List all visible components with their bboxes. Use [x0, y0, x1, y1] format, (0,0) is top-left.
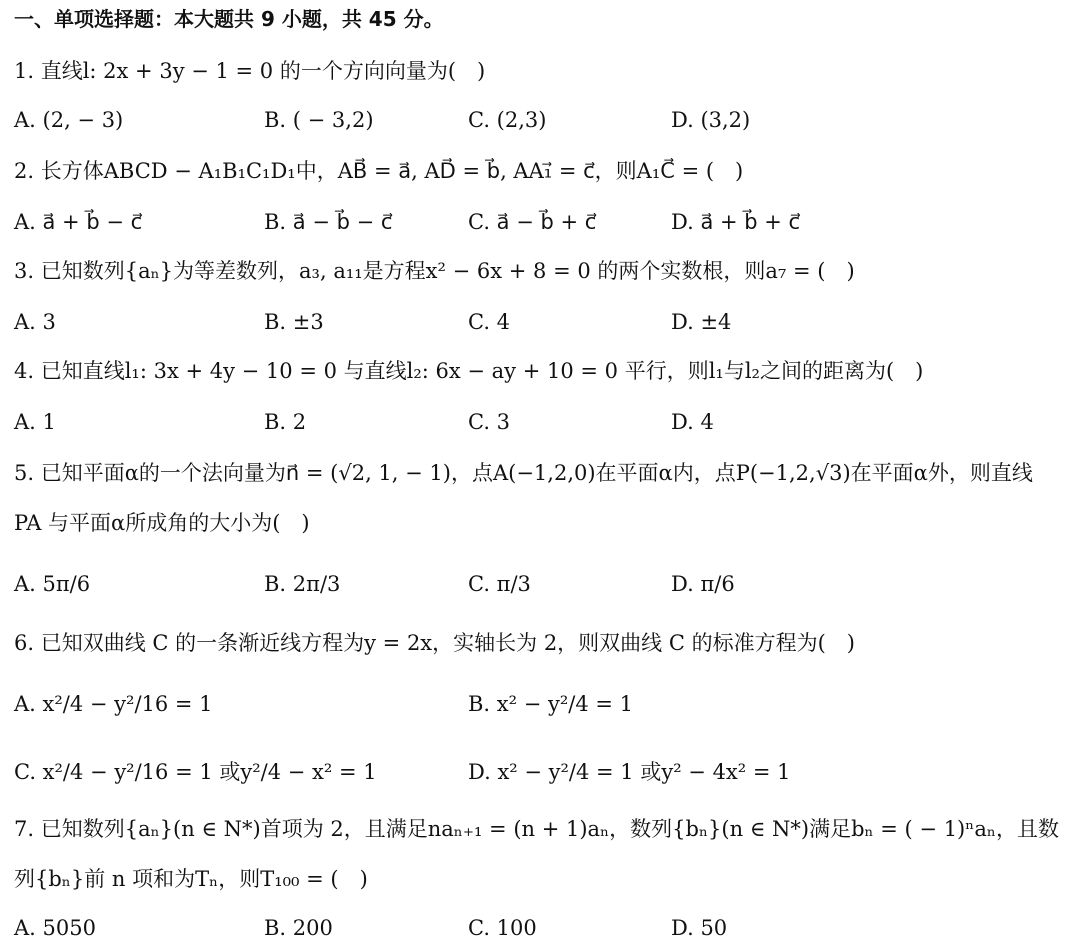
- option-a[interactable]: A. 5050: [14, 916, 96, 940]
- option-c[interactable]: C. (2,3): [468, 108, 547, 132]
- option-c[interactable]: C. π/3: [468, 572, 531, 596]
- option-b[interactable]: B. ( − 3,2): [264, 108, 374, 132]
- question-7-options: [14, 910, 1080, 946]
- option-a[interactable]: A. 3: [14, 310, 56, 334]
- option-d[interactable]: D. a⃗ + b⃗ + c⃗: [671, 210, 801, 234]
- question-3-options: [14, 304, 1080, 340]
- option-c[interactable]: C. 100: [468, 916, 537, 940]
- option-d[interactable]: D. π/6: [671, 572, 735, 596]
- option-b[interactable]: B. 2: [264, 410, 307, 434]
- option-a[interactable]: A. x²/4 − y²/16 = 1: [14, 692, 213, 716]
- option-b[interactable]: B. 200: [264, 916, 333, 940]
- option-b[interactable]: B. a⃗ − b⃗ − c⃗: [264, 210, 393, 234]
- option-c[interactable]: C. 4: [468, 310, 511, 334]
- option-a[interactable]: A. 1: [14, 410, 56, 434]
- option-b[interactable]: B. x² − y²/4 = 1: [468, 692, 634, 716]
- option-c[interactable]: C. a⃗ − b⃗ + c⃗: [468, 210, 597, 234]
- question-2-options: [14, 204, 1080, 240]
- option-d[interactable]: D. ±4: [671, 310, 732, 334]
- question-3-stem: 3. 已知数列{aₙ}为等差数列，a₃, a₁₁是方程x² − 6x + 8 = 0 的两个实数根，则a₇ = ( ): [14, 259, 855, 283]
- question-1-stem: 1. 直线l: 2x + 3y − 1 = 0 的一个方向向量为( ): [14, 59, 486, 83]
- option-c[interactable]: C. x²/4 − y²/16 = 1 或y²/4 − x² = 1: [14, 760, 377, 784]
- question-6-options-row-1: [14, 686, 1080, 722]
- question-2-stem: 2. 长方体ABCD − A₁B₁C₁D₁中，AB⃗ = a⃗, AD⃗ = b⃗, AA₁⃗ = c⃗，则A₁C⃗ = ( ): [14, 159, 744, 183]
- option-c[interactable]: C. 3: [468, 410, 511, 434]
- question-4-stem: 4. 已知直线l₁: 3x + 4y − 10 = 0 与直线l₂: 6x − ay + 10 = 0 平行，则l₁与l₂之间的距离为( ): [14, 359, 924, 383]
- option-a[interactable]: A. a⃗ + b⃗ − c⃗: [14, 210, 143, 234]
- question-1-options: [14, 102, 1080, 138]
- option-d[interactable]: D. x² − y²/4 = 1 或y² − 4x² = 1: [468, 760, 791, 784]
- question-6-stem: 6. 已知双曲线 C 的一条渐近线方程为y = 2x，实轴长为 2，则双曲线 C 的标准方程为( ): [14, 631, 855, 655]
- question-5-stem-line-2: PA 与平面α所成角的大小为( ): [14, 511, 310, 535]
- question-7-stem-line-1: 7. 已知数列{aₙ}(n ∈ N*)首项为 2，且满足naₙ₊₁ = (n + 1)aₙ，数列{bₙ}(n ∈ N*)满足bₙ = ( − 1)ⁿaₙ，且数: [14, 817, 1059, 841]
- option-d[interactable]: D. 50: [671, 916, 728, 940]
- option-b[interactable]: B. 2π/3: [264, 572, 341, 596]
- question-5-options: [14, 566, 1080, 602]
- option-b[interactable]: B. ±3: [264, 310, 324, 334]
- option-a[interactable]: A. 5π/6: [14, 572, 91, 596]
- option-d[interactable]: D. (3,2): [671, 108, 751, 132]
- question-4-options: [14, 404, 1080, 440]
- option-d[interactable]: D. 4: [671, 410, 714, 434]
- question-7-stem-line-2: 列{bₙ}前 n 项和为Tₙ，则T₁₀₀ = ( ): [14, 867, 368, 891]
- option-a[interactable]: A. (2, − 3): [14, 108, 124, 132]
- question-6-options-row-2: [14, 754, 1080, 790]
- section-title: 一、单项选择题：本大题共 9 小题，共 45 分。: [14, 7, 444, 31]
- question-5-stem-line-1: 5. 已知平面α的一个法向量为n⃗ = (√2, 1, − 1)，点A(−1,2,0)在平面α内，点P(−1,2,√3)在平面α外，则直线: [14, 461, 1033, 485]
